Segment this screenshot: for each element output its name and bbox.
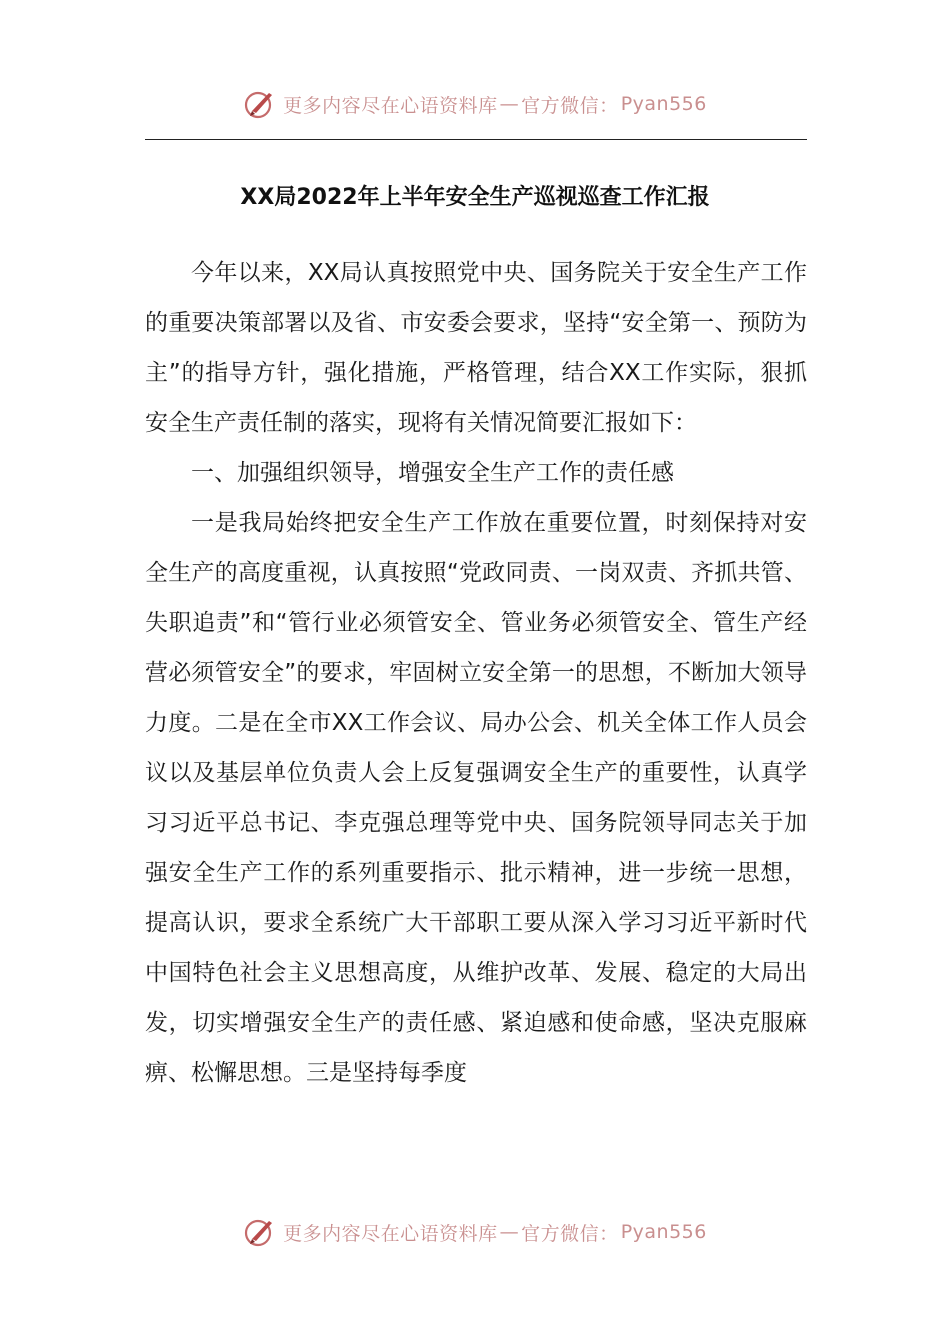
watermark-contact-label: 官方微信： (521, 1222, 619, 1245)
document-body (145, 248, 807, 1098)
intro-paragraph: 今年以来，XX局认真按照党中央、国务院关于安全生产工作的重要决策部署以及省、市安委会要求，坚持“安全第一、预防为主”的指导方针，强化措施，严格管理，结合XX工作实际，狠抓安全生产责任制的落实，现将有关情况简要汇报如下： (145, 260, 807, 436)
watermark-promo-text: 更多内容尽在心语资料库 (283, 94, 498, 117)
quill-circle-icon (243, 87, 277, 121)
document-title: XX局2022年上半年安全生产巡视巡查工作汇报 (240, 185, 710, 210)
watermark-promo-text: 更多内容尽在心语资料库 (283, 1222, 498, 1245)
watermark-contact-handle: Pyan556 (620, 93, 707, 115)
footer-watermark (0, 1212, 950, 1252)
watermark-separator: — (499, 93, 520, 115)
watermark-separator: — (499, 1221, 520, 1243)
body-paragraph: 一是我局始终把安全生产工作放在重要位置，时刻保持对安全生产的高度重视，认真按照“党政同责、一岗双责、齐抓共管、失职追责”和“管行业必须管安全、管业务必须管安全、管生产经营必须管安全”的要求，牢固树立安全第一的思想，不断加大领导力度。二是在全市XX工作会议、局办公会、机关全体工作人员会议以及基层单位负责人会上反复强调安全生产的重要性，认真学习习近平总书记、李克强总理等党中央、国务院领导同志关于加强安全生产工作的系列重要指示、批示精神，进一步统一思想，提高认识，要求全系统广大干部职工要从深入学习习近平新时代中国特色社会主义思想高度，从维护改革、发展、稳定的大局出发，切实增强安全生产的责任感、紧迫感和使命感，坚决克服麻痹、松懈思想。三是坚持每季度 (145, 510, 807, 1086)
watermark-contact-handle: Pyan556 (620, 1221, 707, 1243)
header-divider (145, 139, 807, 140)
section-heading: 一、加强组织领导，增强安全生产工作的责任感 (191, 460, 674, 486)
quill-circle-icon (243, 1215, 277, 1249)
header-watermark (0, 84, 950, 124)
watermark-contact-label: 官方微信： (521, 94, 619, 117)
